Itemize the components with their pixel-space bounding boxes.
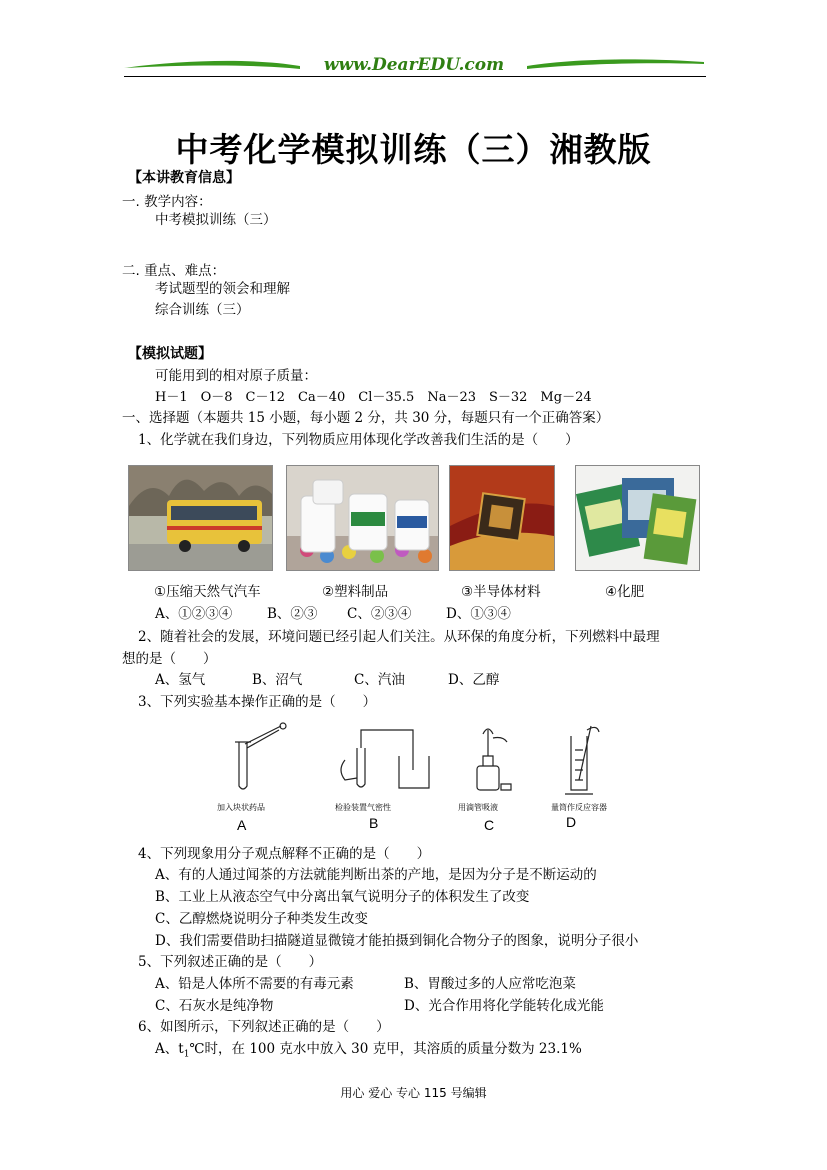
q1-caption-1: ①压缩天然气汽车 xyxy=(154,584,261,600)
q4-option-d: D、我们需要借助扫描隧道显微镜才能拍摄到铜化合物分子的图象，说明分子很小 xyxy=(155,933,639,949)
s1-heading: 一. 教学内容： xyxy=(122,194,212,210)
q5-option-a: A、铅是人体所不需要的有毒元素 xyxy=(155,976,354,992)
atomic-mass-intro: 可能用到的相对原子质量： xyxy=(155,368,317,384)
q5-option-d: D、光合作用将化学能转化成光能 xyxy=(404,998,604,1014)
semiconductor-chip-photo xyxy=(449,465,555,571)
q3-letter-c: C xyxy=(484,817,495,833)
s2-heading: 二. 重点、难点： xyxy=(122,263,226,279)
q3-label-c: 用滴管吸液 xyxy=(458,803,498,812)
s1-item: 中考模拟训练（三） xyxy=(155,212,277,228)
q4-option-b: B、工业上从液态空气中分离出氧气说明分子的体积发生了改变 xyxy=(155,889,530,905)
q1-stem: 1、化学就在我们身边，下列物质应用体现化学改善我们生活的是（ ） xyxy=(138,432,579,448)
q4-option-a: A、有的人通过闻茶的方法就能判断出茶的产地，是因为分子是不断运动的 xyxy=(155,867,597,883)
bus-photo xyxy=(128,465,273,571)
section-exam-heading: 【模拟试题】 xyxy=(128,346,212,362)
q6-option-a-prefix: A、t xyxy=(155,1041,184,1057)
q5-stem: 5、下列叙述正确的是（ ） xyxy=(138,954,323,970)
q6-option-a xyxy=(155,1040,582,1064)
q3-label-d: 量筒作反应容器 xyxy=(551,803,607,812)
q5-option-b: B、胃酸过多的人应常吃泡菜 xyxy=(404,976,576,992)
fertilizer-bags-photo xyxy=(575,465,700,571)
q1-option-d: D、①③④ xyxy=(446,606,511,622)
q2-stem-line2: 想的是（ ） xyxy=(122,651,217,667)
q2-stem-line1: 2、随着社会的发展，环境问题已经引起人们关注。从环保的角度分析，下列燃料中最理 xyxy=(138,629,660,645)
q6-option-a-subscript: 1 xyxy=(183,1049,190,1060)
q1-caption-3: ③半导体材料 xyxy=(461,584,541,600)
q2-option-d: D、乙醇 xyxy=(448,672,500,688)
q3-letter-b: B xyxy=(369,815,379,831)
q3-stem: 3、下列实验基本操作正确的是（ ） xyxy=(138,694,377,710)
part1-heading: 一、选择题（本题共 15 小题，每小题 2 分，共 30 分，每题只有一个正确答案） xyxy=(122,410,610,426)
plastic-products-photo xyxy=(286,465,439,571)
q6-option-a-text: ℃时，在 100 克水中放入 30 克甲，其溶质的质量分数为 23.1% xyxy=(189,1041,582,1057)
q3-letter-d: D xyxy=(566,814,577,830)
q3-label-a: 加入块状药品 xyxy=(217,803,265,812)
q1-caption-2: ②塑料制品 xyxy=(322,584,389,600)
q5-option-c: C、石灰水是纯净物 xyxy=(155,998,274,1014)
q1-option-c: C、②③④ xyxy=(347,606,412,622)
q2-option-b: B、沼气 xyxy=(252,672,303,688)
q3-figure xyxy=(195,720,615,835)
s2-item-2: 综合训练（三） xyxy=(155,302,250,318)
q1-caption-4: ④化肥 xyxy=(605,584,645,600)
q1-option-b: B、②③ xyxy=(267,606,318,622)
section-info-heading: 【本讲教育信息】 xyxy=(128,170,240,186)
s2-item-1: 考试题型的领会和理解 xyxy=(155,281,290,297)
header-rule xyxy=(124,76,706,77)
lab-apparatus-drawing xyxy=(195,720,615,800)
q6-stem: 6、如图所示，下列叙述正确的是（ ） xyxy=(138,1019,390,1035)
q4-stem: 4、下列现象用分子观点解释不正确的是（ ） xyxy=(138,846,431,862)
q1-option-a: A、①②③④ xyxy=(155,606,233,622)
q2-option-a: A、氢气 xyxy=(155,672,206,688)
page-footer: 用心 爱心 专心 115 号编辑 xyxy=(340,1086,487,1100)
q4-option-c: C、乙醇燃烧说明分子种类发生改变 xyxy=(155,911,368,927)
q2-option-c: C、汽油 xyxy=(354,672,405,688)
page-title: 中考化学模拟训练（三）湘教版 xyxy=(175,130,652,169)
atomic-mass-list: H－1 O－8 C－12 Ca－40 Cl－35.5 Na－23 S－32 Mg－24 xyxy=(155,390,592,405)
q3-letter-a: A xyxy=(237,817,247,833)
site-url[interactable]: www.DearEDU.com xyxy=(323,55,505,75)
q3-label-b: 检验装置气密性 xyxy=(335,803,391,812)
